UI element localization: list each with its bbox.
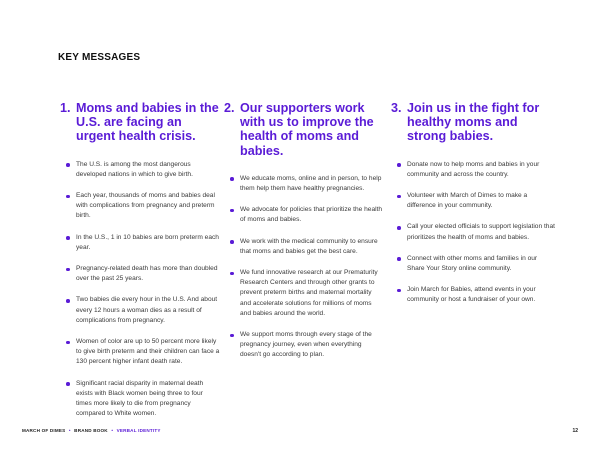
list-item: We fund innovative research at our Prematurity Research Centers and through other grants to prevent preterm births and maternal mortality and accelerate solutions for millions of moms and babies around the world. xyxy=(224,268,384,319)
footer-org: MARCH OF DIMES xyxy=(22,428,66,433)
list-item: Significant racial disparity in maternal death exists with Black women being three to four times more likely to die from pregnancy compared to White women. xyxy=(60,379,220,420)
column-3 xyxy=(391,101,556,317)
bullet-dot-icon xyxy=(230,209,234,213)
list-item: In the U.S., 1 in 10 babies are born preterm each year. xyxy=(60,233,220,253)
column-heading-text: Join us in the fight for healthy moms and strong babies. xyxy=(407,101,540,144)
bullet-dot-icon xyxy=(66,195,70,199)
column-number: 3. xyxy=(391,101,402,115)
bullet-dot-icon xyxy=(66,382,70,386)
footer-section: BRAND BOOK xyxy=(74,428,108,433)
bullet-list xyxy=(391,160,556,306)
page-title: KEY MESSAGES xyxy=(58,52,141,63)
column-heading-text: Moms and babies in the U.S. are facing an urgent health crisis. xyxy=(76,101,219,144)
list-item: We support moms through every stage of the pregnancy journey, even when everything doesn't go according to plan. xyxy=(224,330,384,361)
footer-separator: • xyxy=(68,428,71,433)
list-item: Join March for Babies, attend events in your community or host a fundraiser of your own. xyxy=(391,285,556,305)
column-2 xyxy=(224,101,384,372)
bullet-dot-icon xyxy=(230,334,234,338)
list-item: Pregnancy-related death has more than doubled over the past 25 years. xyxy=(60,264,220,284)
list-item: The U.S. is among the most dangerous developed nations in which to give birth. xyxy=(60,160,220,180)
list-item: Women of color are up to 50 percent more likely to give birth preterm and their children can face a 130 percent higher infant death rate. xyxy=(60,337,220,368)
column-number: 2. xyxy=(224,101,235,115)
column-heading-text: Our supporters work with us to improve the health of moms and babies. xyxy=(240,101,374,158)
footer xyxy=(22,428,161,433)
column-heading xyxy=(224,101,384,158)
list-item: Donate now to help moms and babies in your community and across the country. xyxy=(391,160,556,180)
list-item: Volunteer with March of Dimes to make a difference in your community. xyxy=(391,191,556,211)
list-item: Two babies die every hour in the U.S. And about every 12 hours a woman dies as a result of complications from pregnancy. xyxy=(60,295,220,326)
bullet-list xyxy=(60,160,220,420)
column-number: 1. xyxy=(60,101,71,115)
bullet-dot-icon xyxy=(230,177,234,181)
bullet-dot-icon xyxy=(66,299,70,303)
bullet-dot-icon xyxy=(230,240,234,244)
list-item: We work with the medical community to ensure that moms and babies get the best care. xyxy=(224,237,384,257)
bullet-dot-icon xyxy=(66,236,70,240)
list-item: Each year, thousands of moms and babies deal with complications from pregnancy and preterm birth. xyxy=(60,191,220,222)
bullet-dot-icon xyxy=(397,195,401,199)
bullet-dot-icon xyxy=(230,272,234,276)
footer-subsection: VERBAL IDENTITY xyxy=(116,428,161,433)
column-heading xyxy=(391,101,556,144)
bullet-dot-icon xyxy=(66,341,70,345)
page-number: 12 xyxy=(572,428,578,434)
bullet-dot-icon xyxy=(66,268,70,272)
list-item: We advocate for policies that prioritize the health of moms and babies. xyxy=(224,205,384,225)
bullet-dot-icon xyxy=(397,289,401,293)
list-item: Connect with other moms and families in our Share Your Story online community. xyxy=(391,254,556,274)
bullet-dot-icon xyxy=(66,163,70,167)
footer-separator: • xyxy=(111,428,114,433)
bullet-list xyxy=(224,174,384,361)
column-1 xyxy=(60,101,220,430)
bullet-dot-icon xyxy=(397,163,401,167)
bullet-dot-icon xyxy=(397,226,401,230)
list-item: We educate moms, online and in person, to help them help them have healthy pregnancies. xyxy=(224,174,384,194)
bullet-dot-icon xyxy=(397,257,401,261)
column-heading xyxy=(60,101,220,144)
list-item: Call your elected officials to support legislation that prioritizes the health of moms and babies. xyxy=(391,222,556,242)
